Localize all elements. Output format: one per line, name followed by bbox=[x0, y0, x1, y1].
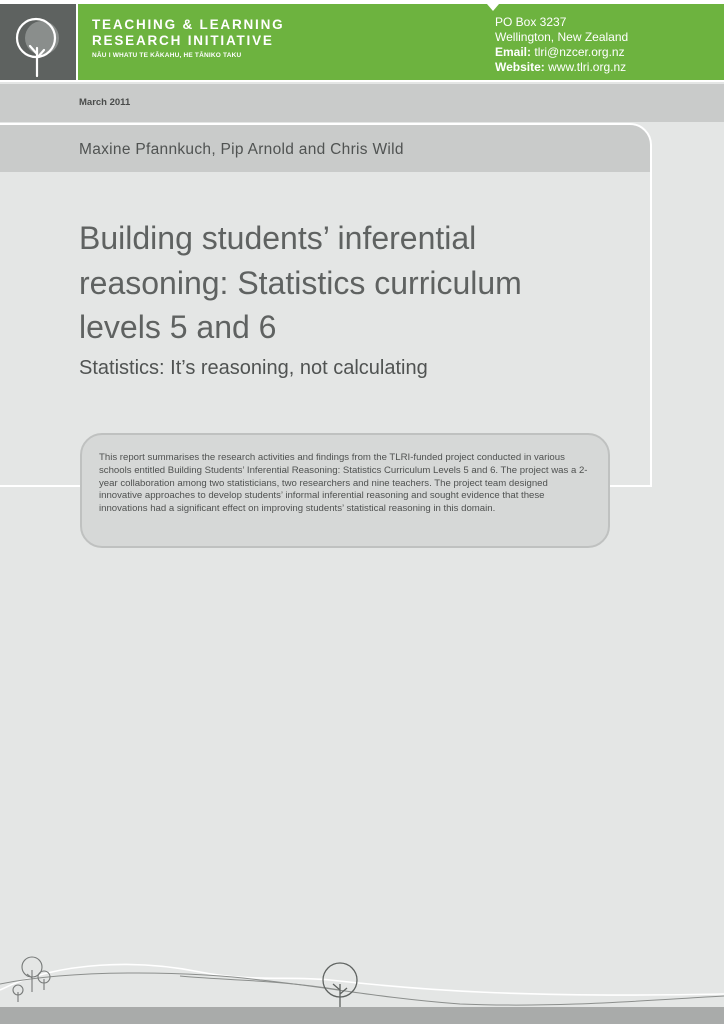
abstract-box: This report summarises the research activities and findings from the TLRI-funded project conducted in various schools entitled Building Students’ Inferential Reasoning: Statistics Curriculum Levels 5 and 6. The project was a 2-year collaboration among two statisticians, two researchers and nine teachers. The project team designed innovative approaches to develop students’ informal inferential reasoning and sought evidence that these innovations had a significant effect on improving students’ statistical reasoning in this domain. bbox=[80, 433, 610, 548]
city: Wellington, New Zealand bbox=[495, 30, 629, 44]
org-tagline: NĀU I WHATU TE KĀKAHU, HE TĀNIKO TAKU bbox=[92, 52, 242, 59]
tree-logo-icon bbox=[0, 4, 76, 80]
org-name-line-2: RESEARCH INITIATIVE bbox=[92, 33, 274, 48]
page-title: Building students’ inferential reasoning: Statistics curriculum levels 5 and 6 bbox=[79, 220, 522, 345]
email-link[interactable]: tlri@nzcer.org.nz bbox=[534, 45, 625, 59]
notch-marker bbox=[487, 4, 499, 11]
website-line bbox=[495, 60, 628, 75]
email-label: Email: bbox=[495, 45, 532, 59]
footer-strip bbox=[0, 1007, 724, 1024]
email-line bbox=[495, 45, 628, 60]
authors: Maxine Pfannkuch, Pip Arnold and Chris Wild bbox=[79, 141, 404, 158]
page-subtitle: Statistics: It’s reasoning, not calculating bbox=[79, 357, 428, 379]
logo-panel bbox=[0, 4, 76, 80]
website-label: Website: bbox=[495, 60, 545, 74]
tree-icon bbox=[323, 963, 357, 1008]
publication-date: March 2011 bbox=[79, 97, 131, 108]
org-name-line-1: TEACHING & LEARNING bbox=[92, 17, 285, 32]
po-box: PO Box 3237 bbox=[495, 15, 567, 29]
contact-block bbox=[495, 15, 628, 75]
website-link[interactable]: www.tlri.org.nz bbox=[548, 60, 627, 74]
header bbox=[0, 0, 724, 82]
footer-landscape bbox=[0, 950, 724, 1010]
small-tree-icon bbox=[13, 957, 50, 1002]
org-name bbox=[92, 17, 284, 49]
